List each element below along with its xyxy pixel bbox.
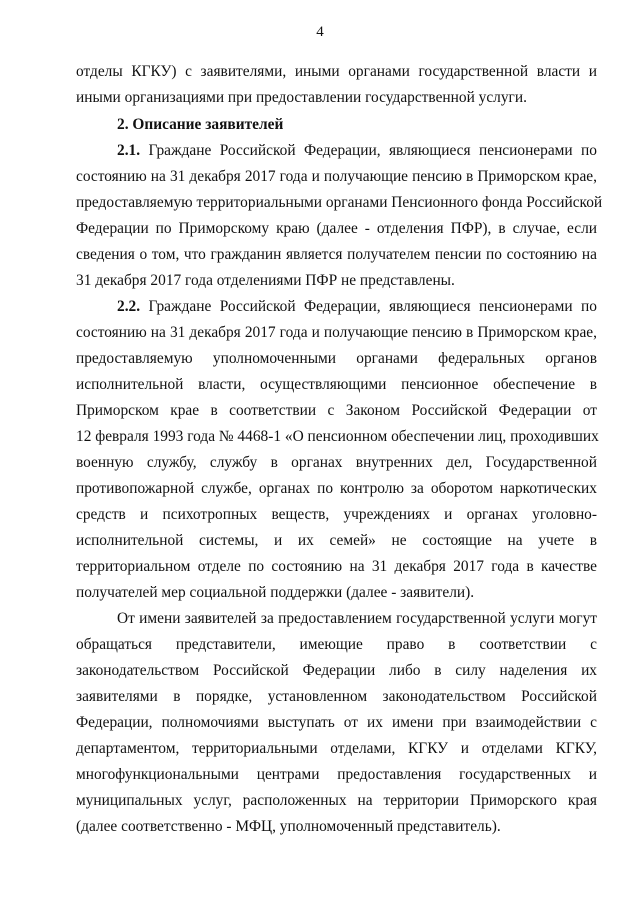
page-number: 4 xyxy=(316,24,324,40)
text-line: иными организациями при предоставлении государственной услуги. xyxy=(76,89,527,106)
text-line: муниципальных услуг, расположенных на территории Приморского края xyxy=(76,792,597,809)
text-line: военную службу, службу в органах внутренних дел, Государственной xyxy=(76,454,597,471)
text-line: отделы КГКУ) с заявителями, иными органами государственной власти и xyxy=(76,63,597,80)
text-line: состоянию на 31 декабря 2017 года и получающие пенсию в Приморском крае, xyxy=(76,168,597,185)
text-line: многофункциональными центрами предоставления государственных и xyxy=(76,766,597,783)
text-line: исполнительной системы, и их семей» не состоящие на учете в xyxy=(76,532,597,549)
text-line: исполнительной власти, осуществляющими пенсионное обеспечение в xyxy=(76,376,597,393)
text-line: сведения о том, что гражданин является получателем пенсии по состоянию на xyxy=(76,246,597,263)
text-line: (далее соответственно - МФЦ, уполномоченный представитель). xyxy=(76,818,501,835)
clause-number: 2.2. xyxy=(117,298,141,315)
text-line: 31 декабря 2017 года отделениями ПФР не представлены. xyxy=(76,272,455,289)
text-line: средств и психотропных веществ, учреждениях и органах уголовно- xyxy=(76,506,597,523)
text-line: департаментом, территориальными отделами, КГКУ и отделами КГКУ, xyxy=(76,740,597,757)
paragraph-2-1-first-line xyxy=(117,138,597,164)
text-line: заявителями в порядке, установленном законодательством Российской xyxy=(76,688,597,705)
text-line: предоставляемую территориальными органами Пенсионного фонда Российской xyxy=(76,194,603,211)
text-line: Федерации, полномочиями выступать от их имени при взаимодействии с xyxy=(76,714,597,731)
text-line: противопожарной службе, органах по контролю за оборотом наркотических xyxy=(76,480,597,497)
paragraph-2-2-first-line xyxy=(117,294,597,320)
text-line: Федерации по Приморскому краю (далее - отделения ПФР), в случае, если xyxy=(76,220,597,237)
text-line: законодательством Российской Федерации либо в силу наделения их xyxy=(76,662,597,679)
text-line: 12 февраля 1993 года № 4468-1 «О пенсионном обеспечении лиц, проходивших xyxy=(76,428,599,445)
text-line: Граждане Российской Федерации, являющиеся пенсионерами по xyxy=(148,142,597,159)
text-line: получателей мер социальной поддержки (далее - заявители). xyxy=(76,584,475,601)
section-heading: 2. Описание заявителей xyxy=(117,116,284,133)
text-line: Приморском крае в соответствии с Законом Российской Федерации от xyxy=(76,402,597,419)
text-line: состоянию на 31 декабря 2017 года и получающие пенсию в Приморском крае, xyxy=(76,324,597,341)
text-line: обращаться представители, имеющие право в соответствии с xyxy=(76,636,597,653)
text-line: территориальном отделе по состоянию на 31 декабря 2017 года в качестве xyxy=(76,558,597,575)
text-line: От имени заявителей за предоставлением государственной услуги могут xyxy=(117,610,597,627)
text-line: Граждане Российской Федерации, являющиеся пенсионерами по xyxy=(148,298,597,315)
clause-number: 2.1. xyxy=(117,142,141,159)
text-line: предоставляемую уполномоченными органами федеральных органов xyxy=(76,350,597,367)
